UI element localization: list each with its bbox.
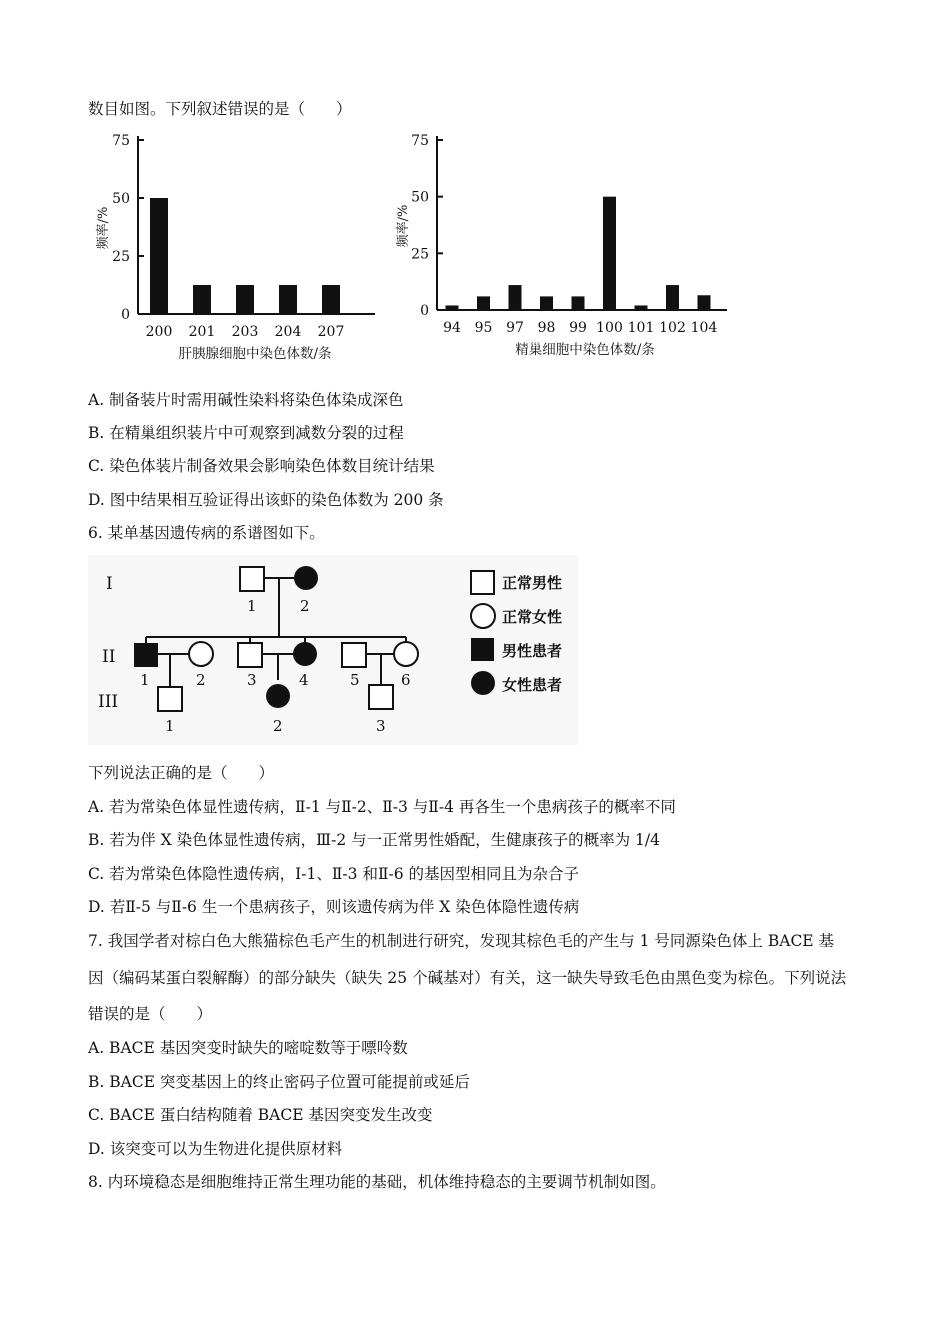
legend-normal-male: 正常男性 [502,574,563,592]
label-ii3: 3 [247,671,257,689]
x-tick-label-207: 207 [317,324,345,340]
pedigree-ii3-normal-male [238,643,262,667]
y-tick-label: 50 [411,189,429,206]
label-i2: 2 [300,597,310,615]
label-i1: 1 [247,597,257,615]
legend-affected-male-icon [471,638,494,661]
x-axis-label: 精巢细胞中染色体数/条 [515,342,655,358]
x-tick-label-95: 95 [474,320,493,336]
x-tick-label-101: 101 [627,320,655,336]
x-tick-label-100: 100 [596,320,623,336]
x-tick-label-102: 102 [659,320,686,336]
gen-label-i: I [106,574,113,594]
pedigree-ii1-affected-male [134,643,158,667]
pedigree-i1-normal-male [240,567,264,591]
x-tick-label-94: 94 [443,320,461,336]
bar-201 [193,285,211,314]
question-6-stem: 6. 某单基因遗传病的系谱图如下。 [88,524,325,542]
x-tick-label-104: 104 [690,320,718,336]
x-tick-label-200: 200 [145,324,173,340]
bar-203 [236,285,254,314]
pedigree-i2-affected-female [294,566,318,590]
q7-option-a: A. BACE 基因突变时缺失的嘧啶数等于嘌呤数 [88,1039,408,1057]
label-ii6: 6 [401,671,411,689]
q5-option-d: D. 图中结果相互验证得出该虾的染色体数为 200 条 [88,491,444,509]
question-8-stem: 8. 内环境稳态是细胞维持正常生理功能的基础，机体维持稳态的主要调节机制如图。 [88,1173,666,1191]
question-7-stem-line-3: 错误的是（ ） [88,1005,213,1023]
pedigree-iii3-normal-male [369,685,393,709]
bar-102 [666,285,679,310]
gen-label-ii: II [102,647,116,667]
legend-normal-female: 正常女性 [502,608,563,626]
x-tick-label-97: 97 [506,320,524,336]
question-7-stem-line-2: 因（编码某蛋白裂解酶）的部分缺失（缺失 25 个碱基对）有关，这一缺失导致毛色由黑色变为棕色。下列说法 [88,969,847,987]
gen-label-iii: III [98,692,119,712]
label-iii2: 2 [273,717,283,735]
q7-option-d: D. 该突变可以为生物进化提供原材料 [88,1140,343,1158]
q5-option-a: A. 制备装片时需用碱性染料将染色体染成深色 [88,391,404,409]
legend-normal-male-icon [471,571,494,594]
q6-option-d: D. 若Ⅱ-5 与Ⅱ-6 生一个患病孩子，则该遗传病为伴 X 染色体隐性遗传病 [88,898,580,916]
legend-affected-male: 男性患者 [502,642,563,660]
bar-99 [572,296,585,310]
pedigree-ii2-normal-female [189,642,213,666]
x-tick-label-99: 99 [569,320,587,336]
label-iii3: 3 [376,717,386,735]
y-tick-label: 75 [411,133,429,149]
label-ii1: 1 [140,671,150,689]
x-tick-label-203: 203 [231,324,259,340]
x-tick-label-98: 98 [537,320,556,336]
q6-option-a: A. 若为常染色体显性遗传病，Ⅱ-1 与Ⅱ-2、Ⅱ-3 与Ⅱ-4 再各生一个患病孩子的概率不同 [88,798,676,816]
y-axis-label: 频率/% [396,204,411,248]
bar-97 [509,285,522,310]
y-tick-label: 25 [112,249,130,265]
legend-affected-female-icon [471,671,495,695]
pedigree-iii2-affected-female [266,684,290,708]
q6-option-c: C. 若为常染色体隐性遗传病，Ⅰ-1、Ⅱ-3 和Ⅱ-6 的基因型相同且为杂合子 [88,865,580,883]
bar-94 [446,305,459,310]
label-ii2: 2 [196,671,206,689]
bar-101 [635,305,648,310]
legend-normal-female-icon [471,604,495,628]
x-tick-label-201: 201 [188,324,216,340]
bar-200 [150,198,168,314]
q5-option-b: B. 在精巢组织装片中可观察到减数分裂的过程 [88,424,404,442]
question-5-stem: 数目如图。下列叙述错误的是（ ） [88,100,352,118]
bar-95 [477,296,490,310]
pedigree-ii5-normal-male [342,643,366,667]
q7-option-c: C. BACE 蛋白结构随着 BACE 基因突变发生改变 [88,1106,433,1124]
y-tick-label: 0 [121,307,130,323]
label-ii4: 4 [299,671,309,689]
x-axis-label: 肝胰腺细胞中染色体数/条 [178,346,332,362]
y-tick-label: 0 [420,303,429,319]
bar-98 [540,296,553,310]
legend-affected-female: 女性患者 [502,676,563,694]
y-tick-label: 25 [411,246,429,263]
pedigree-iii1-normal-male [158,687,182,711]
q6-option-b: B. 若为伴 X 染色体显性遗传病，Ⅲ-2 与一正常男性婚配，生健康孩子的概率为 1/4 [88,831,660,849]
chart-hepatopancreas [95,128,385,368]
x-tick-label-204: 204 [274,324,302,340]
bar-104 [698,295,711,310]
chart-testis [395,128,740,368]
label-ii5: 5 [350,671,360,689]
bar-100 [603,197,616,310]
bar-207 [322,285,340,314]
label-iii1: 1 [165,717,175,735]
q5-option-c: C. 染色体装片制备效果会影响染色体数目统计结果 [88,457,435,475]
y-tick-label: 75 [112,133,130,149]
question-6-prompt: 下列说法正确的是（ ） [88,764,275,782]
q7-option-b: B. BACE 突变基因上的终止密码子位置可能提前或延后 [88,1073,470,1091]
question-7-stem-line-1: 7. 我国学者对棕白色大熊猫棕色毛产生的机制进行研究，发现其棕色毛的产生与 1 号同源染色体上 BACE 基 [88,932,835,950]
bar-204 [279,285,297,314]
y-axis-label: 频率/% [96,206,111,250]
pedigree-ii4-affected-female [293,642,317,666]
pedigree-ii6-normal-female [394,642,418,666]
y-tick-label: 50 [112,191,130,207]
